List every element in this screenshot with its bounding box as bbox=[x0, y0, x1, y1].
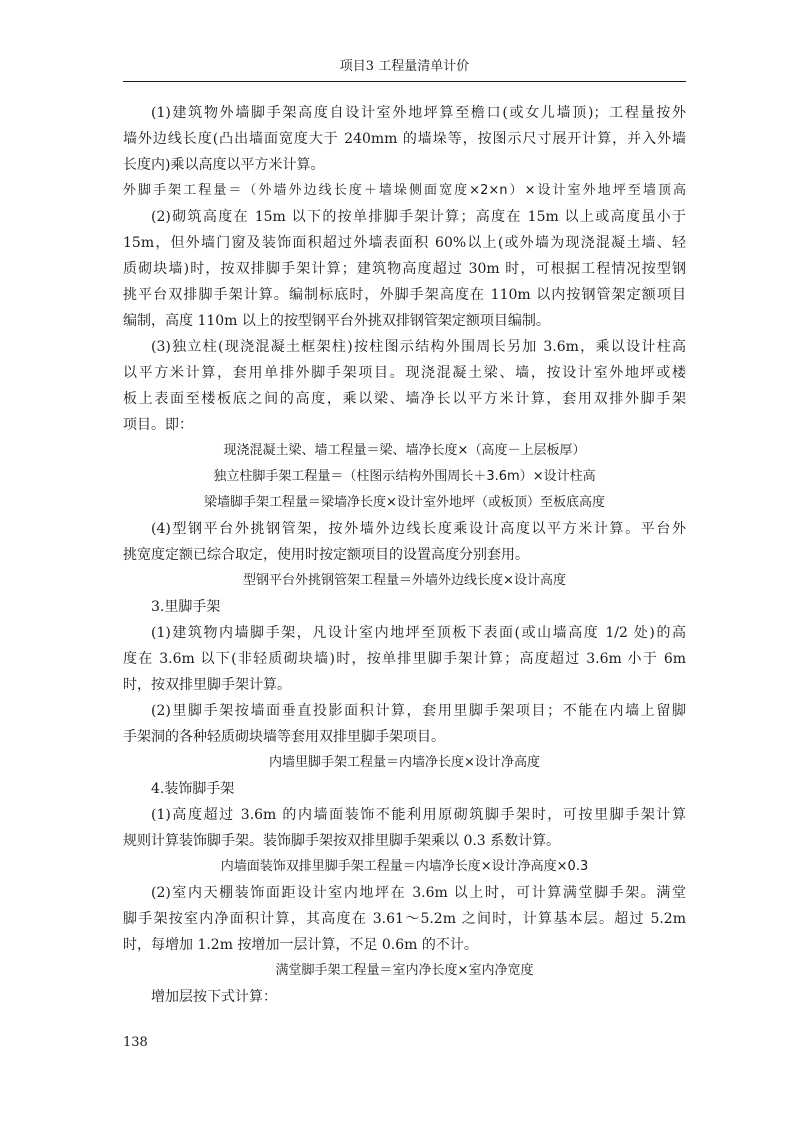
formula-line: 外脚手架工程量＝（外墙外边线长度＋墙垛侧面宽度×2×n）×设计室外地坪至墙顶高 bbox=[123, 183, 686, 198]
text-line: (1)高度超过 3.6m 的内墙面装饰不能利用原砌筑脚手架时，可按里脚手架计算 bbox=[151, 807, 686, 823]
text-line: 墙外边线长度(凸出墙面宽度大于 240mm 的墙垛等，按图示尺寸展开计算，并入外墙 bbox=[123, 131, 686, 147]
text-line: (2)里脚手架按墙面垂直投影面积计算，套用里脚手架项目；不能在内墙上留脚 bbox=[151, 703, 686, 719]
formula-line: 内墙面装饰双排里脚手架工程量＝内墙净长度×设计净高度×0.3 bbox=[220, 859, 589, 874]
text-line: (4)型钢平台外挑钢管架，按外墙外边线长度乘设计高度以平方米计算。平台外 bbox=[151, 521, 686, 537]
text-line: 增加层按下式计算： bbox=[151, 989, 277, 1005]
formula-line: 独立柱脚手架工程量＝（柱图示结构外围周长＋3.6m）×设计柱高 bbox=[213, 469, 596, 484]
text-line: 编制，高度 110m 以上的按型钢平台外挑双排钢管架定额项目编制。 bbox=[123, 313, 550, 329]
text-line: 时，按双排里脚手架计算。 bbox=[123, 677, 291, 693]
text-line: 度在 3.6m 以下(非轻质砌块墙)时，按单排里脚手架计算；高度超过 3.6m 小于 6m bbox=[123, 651, 686, 667]
text-line: 15m，但外墙门窗及装饰面积超过外墙表面积 60%以上(或外墙为现浇混凝土墙、轻 bbox=[123, 235, 686, 251]
formula-line: 内墙里脚手架工程量＝内墙净长度×设计净高度 bbox=[269, 755, 540, 770]
text-line: 板上表面至楼板底之间的高度，乘以梁、墙净长以平方米计算，套用双排外脚手架 bbox=[123, 391, 686, 407]
text-line: (2)室内天棚装饰面距设计室内地坪在 3.6m 以上时，可计算满堂脚手架。满堂 bbox=[151, 885, 686, 901]
running-header: 项目3 工程量清单计价 bbox=[339, 59, 470, 74]
text-line: (1)建筑物外墙脚手架高度自设计室外地坪算至檐口(或女儿墙顶)；工程量按外 bbox=[151, 105, 686, 121]
section-heading: 4.装饰脚手架 bbox=[151, 781, 235, 797]
formula-line: 梁墙脚手架工程量＝梁墙净长度×设计室外地坪（或板顶）至板底高度 bbox=[204, 495, 605, 510]
text-line: 规则计算装饰脚手架。装饰脚手架按双排里脚手架乘以 0.3 系数计算。 bbox=[123, 833, 561, 849]
text-line: 挑宽度定额已综合取定，使用时按定额项目的设置高度分别套用。 bbox=[123, 547, 529, 563]
text-line: 项目。即： bbox=[123, 417, 193, 433]
text-line: (2)砌筑高度在 15m 以下的按单排脚手架计算；高度在 15m 以上或高度虽小于 bbox=[151, 209, 686, 225]
formula-line: 型钢平台外挑钢管架工程量＝外墙外边线长度×设计高度 bbox=[243, 573, 566, 588]
page-body bbox=[123, 100, 686, 1010]
text-line: 质砌块墙)时，按双排脚手架计算；建筑物高度超过 30m 时，可根据工程情况按型钢 bbox=[123, 261, 686, 277]
text-line: 以平方米计算，套用单排外脚手架项目。现浇混凝土梁、墙，按设计室外地坪或楼 bbox=[123, 365, 686, 381]
formula-line: 满堂脚手架工程量＝室内净长度×室内净宽度 bbox=[275, 963, 534, 978]
text-line: 手架洞的各种轻质砌块墙等套用双排里脚手架项目。 bbox=[123, 729, 445, 745]
text-line: 时，每增加 1.2m 按增加一层计算，不足 0.6m 的不计。 bbox=[123, 937, 478, 953]
text-line: (3)独立柱(现浇混凝土框架柱)按柱图示结构外围周长另加 3.6m，乘以设计柱高 bbox=[151, 339, 686, 355]
text-line: 长度内)乘以高度以平方米计算。 bbox=[123, 157, 325, 173]
page-number: 138 bbox=[123, 1035, 148, 1050]
section-heading: 3.里脚手架 bbox=[151, 599, 221, 615]
formula-line: 现浇混凝土梁、墙工程量＝梁、墙净长度×（高度－上层板厚） bbox=[223, 443, 586, 458]
header-rule bbox=[123, 81, 686, 82]
text-line: 挑平台双排脚手架计算。编制标底时，外脚手架高度在 110m 以内按钢管架定额项目 bbox=[123, 287, 686, 303]
text-line: (1)建筑物内墙脚手架，凡设计室内地坪至顶板下表面(或山墙高度 1/2 处)的高 bbox=[151, 625, 686, 641]
text-line: 脚手架按室内净面积计算，其高度在 3.61～5.2m 之间时，计算基本层。超过 5.2m bbox=[123, 911, 686, 927]
